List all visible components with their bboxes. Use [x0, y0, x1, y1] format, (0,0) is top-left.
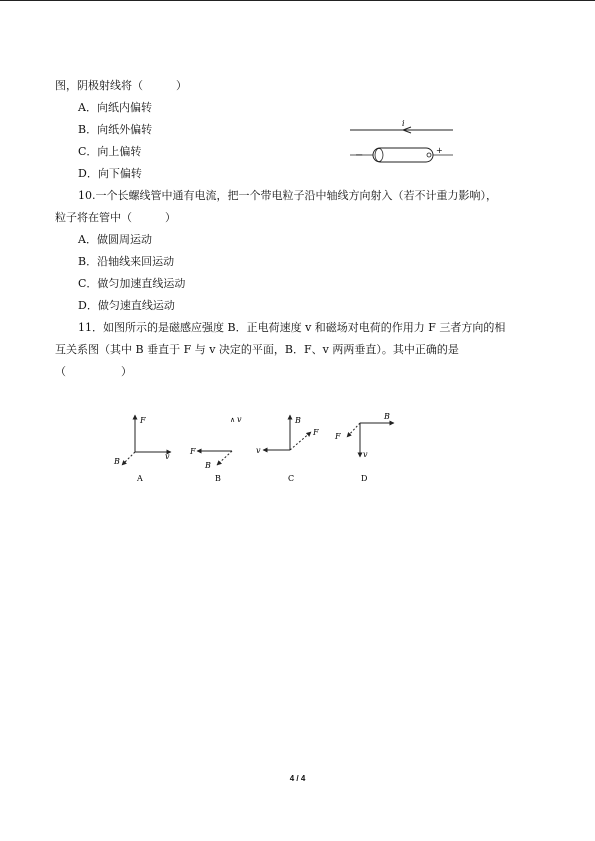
b-top-mark: ∧	[230, 416, 236, 424]
q9-option-b: B．向纸外偏转	[78, 123, 153, 136]
page-number: 4 / 4	[289, 774, 306, 783]
q10-option-a: A．做圆周运动	[78, 233, 152, 246]
q10-option-d: D．做匀速直线运动	[78, 299, 175, 312]
q10-stem-line2: 粒子将在管中（ ）	[55, 211, 176, 224]
a-b-label: B	[114, 457, 120, 466]
q9-current-label: i	[402, 119, 405, 128]
q9-option-d: D．向下偏转	[78, 167, 142, 180]
b-caption: B	[215, 474, 221, 483]
d-f-arrow	[347, 423, 360, 437]
c-f-arrow	[290, 432, 311, 450]
q10-option-b: B．沿轴线来回运动	[78, 255, 175, 268]
q9-option-a: A．向纸内偏转	[78, 101, 152, 114]
b-b-arrow	[217, 451, 232, 465]
q10-stem-line1: 10.一个长螺线管中通有电流，把一个带电粒子沿中轴线方向射入（若不计重力影响），	[78, 189, 497, 202]
q9-minus-label: −	[355, 150, 364, 161]
d-b-label: B	[384, 412, 390, 421]
q11-diagram-a	[113, 415, 171, 483]
a-f-label: F	[140, 416, 146, 425]
top-border	[0, 0, 595, 1]
d-v-label: v	[363, 450, 368, 459]
q11-stem-line1: 11．如图所示的是磁感应强度 B．正电荷速度 v 和磁场对电荷的作用力 F 三者方向的相	[78, 321, 506, 334]
q11-diagram-b	[189, 415, 242, 483]
q11-stem-line2: 互关系图（其中 B 垂直于 F 与 v 决定的平面，B．F、v 两两垂直）。其中正确的是	[55, 343, 459, 356]
c-f-label: F	[313, 428, 319, 437]
q9-option-c: C．向上偏转	[78, 145, 142, 158]
q11-diagrams	[105, 405, 405, 490]
q9-stem: 图，阴极射线将（ ）	[55, 79, 187, 92]
a-b-arrow	[122, 452, 135, 465]
d-f-label: F	[335, 432, 341, 441]
a-caption: A	[137, 474, 143, 483]
c-v-label: v	[256, 446, 261, 455]
q9-figure	[345, 115, 460, 170]
d-caption: D	[361, 474, 368, 483]
q10-option-c: C．做匀加速直线运动	[78, 277, 186, 290]
a-v-label: v	[165, 452, 170, 461]
b-f-label: F	[190, 447, 196, 456]
c-caption: C	[288, 474, 295, 483]
b-v-label: v	[237, 415, 242, 424]
q11-stem-line3: （ ）	[55, 365, 132, 378]
q11-diagram-c	[256, 415, 319, 483]
b-b-label: B	[205, 461, 211, 470]
q9-plus-label: +	[436, 146, 443, 155]
c-b-label: B	[295, 416, 301, 425]
q11-diagram-d	[334, 412, 394, 483]
